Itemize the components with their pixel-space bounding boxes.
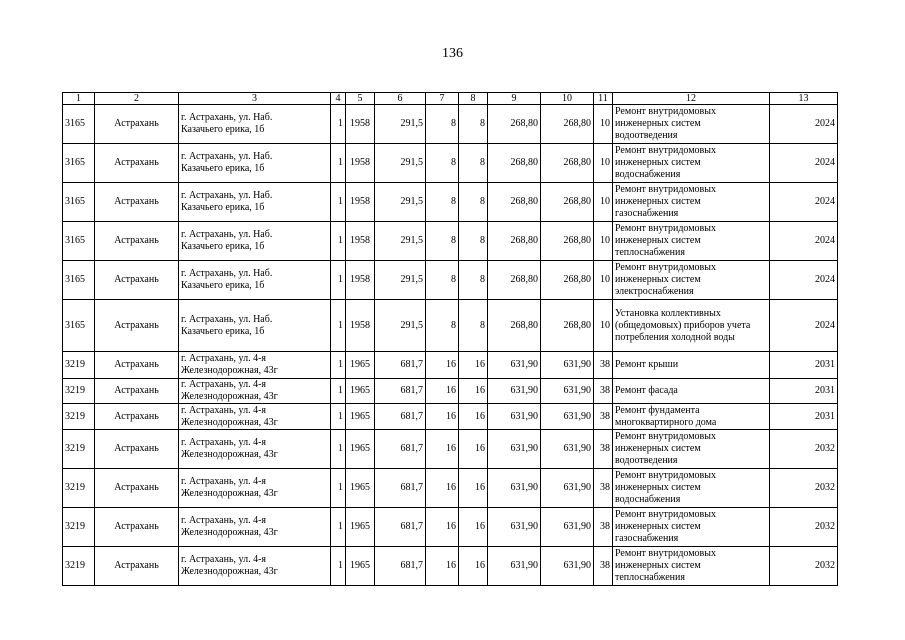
work-type-line: Ремонт фасада: [615, 385, 678, 396]
work-type-line: многоквартирного дома: [615, 416, 717, 428]
column-header: 1: [63, 93, 95, 105]
work-type-line: потребления холодной воды: [615, 331, 735, 343]
work-type-line: Ремонт внутридомовых: [615, 223, 717, 234]
column-9-cell: 631,90: [488, 352, 541, 379]
total-area-cell: 681,7: [375, 547, 426, 586]
column-header: 13: [770, 93, 838, 105]
address-line: г. Астрахань, ул. 4-я: [181, 476, 267, 487]
address-line: Железнодорожная, 43г: [181, 566, 278, 577]
total-area-cell: 681,7: [375, 352, 426, 379]
column-10-cell: 631,90: [541, 404, 594, 430]
column-9-cell: 631,90: [488, 430, 541, 469]
column-8-cell: 16: [459, 469, 488, 508]
address-line: Казачьего ерика, 1б: [181, 202, 265, 213]
table-row: [63, 430, 838, 469]
address-line: Казачьего ерика, 1б: [181, 163, 265, 174]
column-10-cell: 268,80: [541, 222, 594, 261]
year-cell: 1965: [346, 469, 375, 508]
column-4-cell: 1: [331, 430, 346, 469]
work-type-line: инженерных систем: [615, 560, 701, 571]
column-8-cell: 8: [459, 261, 488, 300]
column-4-cell: 1: [331, 144, 346, 183]
table-row: [63, 261, 838, 300]
planned-year-cell: 2024: [770, 300, 838, 352]
work-type-line: Ремонт крыши: [615, 359, 679, 370]
year-cell: 1958: [346, 105, 375, 144]
city-cell: Астрахань: [95, 379, 179, 404]
work-type-cell: [613, 379, 770, 404]
address-line: Железнодорожная, 43г: [181, 527, 278, 538]
address-cell: [179, 352, 331, 379]
work-type-line: электроснабжения: [615, 286, 694, 297]
column-7-cell: 8: [426, 222, 459, 261]
column-4-cell: 1: [331, 404, 346, 430]
column-8-cell: 16: [459, 547, 488, 586]
address-cell: [179, 508, 331, 547]
column-7-cell: 8: [426, 300, 459, 352]
column-9-cell: 268,80: [488, 183, 541, 222]
work-type-line: инженерных систем: [615, 443, 701, 454]
column-header: 8: [459, 93, 488, 105]
column-11-cell: 38: [594, 547, 613, 586]
address-line: Казачьего ерика, 1б: [181, 280, 265, 291]
planned-year-cell: 2024: [770, 183, 838, 222]
planned-year-cell: 2032: [770, 508, 838, 547]
column-11-cell: 38: [594, 430, 613, 469]
table-row: [63, 547, 838, 586]
column-4-cell: 1: [331, 105, 346, 144]
work-type-line: водоснабжения: [615, 169, 681, 180]
city-cell: Астрахань: [95, 547, 179, 586]
column-8-cell: 16: [459, 508, 488, 547]
address-line: г. Астрахань, ул. 4-я: [181, 515, 267, 526]
column-header: 2: [95, 93, 179, 105]
house-id-cell: 3165: [63, 183, 95, 222]
table-row: [63, 300, 838, 352]
column-header: 7: [426, 93, 459, 105]
column-header: 3: [179, 93, 331, 105]
column-7-cell: 8: [426, 183, 459, 222]
column-8-cell: 8: [459, 183, 488, 222]
work-type-line: Ремонт внутридомовых: [615, 509, 717, 520]
year-cell: 1965: [346, 430, 375, 469]
column-8-cell: 16: [459, 404, 488, 430]
year-cell: 1965: [346, 508, 375, 547]
year-cell: 1965: [346, 404, 375, 430]
column-7-cell: 16: [426, 508, 459, 547]
city-cell: Астрахань: [95, 105, 179, 144]
address-line: Железнодорожная, 43г: [181, 365, 278, 376]
column-9-cell: 631,90: [488, 404, 541, 430]
planned-year-cell: 2024: [770, 222, 838, 261]
address-line: Железнодорожная, 43г: [181, 488, 278, 499]
house-id-cell: 3165: [63, 222, 95, 261]
column-10-cell: 631,90: [541, 508, 594, 547]
work-type-line: Ремонт внутридомовых: [615, 548, 717, 559]
column-11-cell: 38: [594, 469, 613, 508]
city-cell: Астрахань: [95, 469, 179, 508]
total-area-cell: 681,7: [375, 469, 426, 508]
column-9-cell: 631,90: [488, 547, 541, 586]
column-8-cell: 8: [459, 144, 488, 183]
total-area-cell: 291,5: [375, 300, 426, 352]
column-4-cell: 1: [331, 379, 346, 404]
address-line: г. Астрахань, ул. Наб.: [181, 229, 273, 240]
address-cell: [179, 547, 331, 586]
house-id-cell: 3165: [63, 261, 95, 300]
work-type-cell: [613, 183, 770, 222]
table-row: [63, 508, 838, 547]
column-8-cell: 16: [459, 379, 488, 404]
work-type-line: теплоснабжения: [615, 247, 685, 258]
house-id-cell: 3219: [63, 379, 95, 404]
column-7-cell: 8: [426, 144, 459, 183]
total-area-cell: 291,5: [375, 261, 426, 300]
column-4-cell: 1: [331, 261, 346, 300]
column-4-cell: 1: [331, 508, 346, 547]
column-header: 12: [613, 93, 770, 105]
house-id-cell: 3165: [63, 144, 95, 183]
city-cell: Астрахань: [95, 508, 179, 547]
column-7-cell: 8: [426, 261, 459, 300]
column-9-cell: 631,90: [488, 508, 541, 547]
work-type-line: инженерных систем: [615, 196, 701, 207]
column-8-cell: 16: [459, 352, 488, 379]
planned-year-cell: 2032: [770, 547, 838, 586]
total-area-cell: 681,7: [375, 404, 426, 430]
work-type-line: Ремонт фундамента: [615, 404, 700, 416]
year-cell: 1958: [346, 300, 375, 352]
column-10-cell: 268,80: [541, 261, 594, 300]
table-row: [63, 379, 838, 404]
planned-year-cell: 2024: [770, 261, 838, 300]
planned-year-cell: 2032: [770, 430, 838, 469]
work-type-line: инженерных систем: [615, 235, 701, 246]
table-row: [63, 404, 838, 430]
work-type-line: Ремонт внутридомовых: [615, 431, 717, 442]
column-8-cell: 8: [459, 300, 488, 352]
address-line: г. Астрахань, ул. 4-я: [181, 404, 267, 416]
work-type-cell: [613, 547, 770, 586]
address-line: г. Астрахань, ул. 4-я: [181, 554, 267, 565]
column-header: 5: [346, 93, 375, 105]
total-area-cell: 681,7: [375, 508, 426, 547]
column-10-cell: 631,90: [541, 547, 594, 586]
work-type-line: водоотведения: [615, 455, 678, 466]
work-type-line: инженерных систем: [615, 118, 701, 129]
house-id-cell: 3165: [63, 300, 95, 352]
work-type-line: Ремонт внутридомовых: [615, 470, 717, 481]
work-type-line: инженерных систем: [615, 274, 701, 285]
address-cell: [179, 261, 331, 300]
house-id-cell: 3165: [63, 105, 95, 144]
address-line: г. Астрахань, ул. Наб.: [181, 190, 273, 201]
address-cell: [179, 430, 331, 469]
column-11-cell: 10: [594, 105, 613, 144]
table-row: [63, 222, 838, 261]
column-4-cell: 1: [331, 352, 346, 379]
column-11-cell: 10: [594, 144, 613, 183]
house-id-cell: 3219: [63, 547, 95, 586]
year-cell: 1965: [346, 379, 375, 404]
total-area-cell: 681,7: [375, 430, 426, 469]
work-type-cell: [613, 300, 770, 352]
column-header: 9: [488, 93, 541, 105]
column-10-cell: 631,90: [541, 469, 594, 508]
column-10-cell: 631,90: [541, 379, 594, 404]
column-11-cell: 38: [594, 508, 613, 547]
column-4-cell: 1: [331, 547, 346, 586]
column-11-cell: 10: [594, 183, 613, 222]
column-9-cell: 268,80: [488, 144, 541, 183]
city-cell: Астрахань: [95, 144, 179, 183]
address-line: Железнодорожная, 43г: [181, 449, 278, 460]
column-10-cell: 631,90: [541, 430, 594, 469]
year-cell: 1965: [346, 352, 375, 379]
work-type-line: Установка коллективных: [615, 307, 721, 319]
city-cell: Астрахань: [95, 404, 179, 430]
column-10-cell: 268,80: [541, 183, 594, 222]
column-8-cell: 8: [459, 105, 488, 144]
address-line: г. Астрахань, ул. Наб.: [181, 112, 273, 123]
work-type-line: газоснабжения: [615, 208, 679, 219]
address-cell: [179, 105, 331, 144]
address-cell: [179, 222, 331, 261]
total-area-cell: 291,5: [375, 183, 426, 222]
work-type-cell: [613, 261, 770, 300]
city-cell: Астрахань: [95, 300, 179, 352]
column-4-cell: 1: [331, 222, 346, 261]
address-line: г. Астрахань, ул. Наб.: [181, 313, 273, 325]
column-7-cell: 16: [426, 379, 459, 404]
year-cell: 1958: [346, 144, 375, 183]
column-11-cell: 10: [594, 261, 613, 300]
work-type-cell: [613, 105, 770, 144]
year-cell: 1965: [346, 547, 375, 586]
column-header: 4: [331, 93, 346, 105]
work-type-line: (общедомовых) приборов учета: [615, 319, 751, 331]
city-cell: Астрахань: [95, 261, 179, 300]
address-line: г. Астрахань, ул. Наб.: [181, 151, 273, 162]
planned-year-cell: 2024: [770, 105, 838, 144]
house-id-cell: 3219: [63, 508, 95, 547]
planned-year-cell: 2024: [770, 144, 838, 183]
address-cell: [179, 300, 331, 352]
planned-year-cell: 2032: [770, 469, 838, 508]
column-7-cell: 16: [426, 469, 459, 508]
page-number: 136: [442, 46, 463, 61]
address-cell: [179, 404, 331, 430]
year-cell: 1958: [346, 261, 375, 300]
column-11-cell: 38: [594, 352, 613, 379]
address-line: Казачьего ерика, 1б: [181, 124, 265, 135]
column-4-cell: 1: [331, 300, 346, 352]
column-header: 10: [541, 93, 594, 105]
work-type-line: теплоснабжения: [615, 572, 685, 583]
planned-year-cell: 2031: [770, 379, 838, 404]
address-line: г. Астрахань, ул. 4-я: [181, 437, 267, 448]
planned-year-cell: 2031: [770, 352, 838, 379]
address-line: г. Астрахань, ул. 4-я: [181, 353, 267, 364]
address-line: г. Астрахань, ул. 4-я: [181, 379, 267, 390]
address-cell: [179, 379, 331, 404]
table-row: [63, 183, 838, 222]
city-cell: Астрахань: [95, 352, 179, 379]
address-cell: [179, 144, 331, 183]
column-7-cell: 8: [426, 105, 459, 144]
work-type-cell: [613, 352, 770, 379]
planned-year-cell: 2031: [770, 404, 838, 430]
work-type-cell: [613, 222, 770, 261]
address-line: Казачьего ерика, 1б: [181, 241, 265, 252]
table-row: [63, 469, 838, 508]
work-type-cell: [613, 508, 770, 547]
column-10-cell: 268,80: [541, 144, 594, 183]
column-10-cell: 268,80: [541, 300, 594, 352]
total-area-cell: 291,5: [375, 105, 426, 144]
address-cell: [179, 183, 331, 222]
table-body: [63, 105, 838, 586]
total-area-cell: 291,5: [375, 222, 426, 261]
column-10-cell: 268,80: [541, 105, 594, 144]
house-id-cell: 3219: [63, 352, 95, 379]
column-11-cell: 10: [594, 300, 613, 352]
work-type-line: Ремонт внутридомовых: [615, 145, 717, 156]
work-type-line: водоснабжения: [615, 494, 681, 505]
column-7-cell: 16: [426, 404, 459, 430]
work-type-cell: [613, 430, 770, 469]
table-row: [63, 352, 838, 379]
year-cell: 1958: [346, 222, 375, 261]
work-type-line: инженерных систем: [615, 521, 701, 532]
house-id-cell: 3219: [63, 404, 95, 430]
column-9-cell: 268,80: [488, 300, 541, 352]
column-7-cell: 16: [426, 430, 459, 469]
column-8-cell: 16: [459, 430, 488, 469]
city-cell: Астрахань: [95, 430, 179, 469]
address-line: Казачьего ерика, 1б: [181, 325, 265, 337]
year-cell: 1958: [346, 183, 375, 222]
table-header-row: [63, 93, 838, 105]
column-7-cell: 16: [426, 547, 459, 586]
work-type-line: Ремонт внутридомовых: [615, 106, 717, 117]
column-11-cell: 10: [594, 222, 613, 261]
table-row: [63, 105, 838, 144]
column-9-cell: 268,80: [488, 261, 541, 300]
city-cell: Астрахань: [95, 222, 179, 261]
work-type-cell: [613, 144, 770, 183]
column-9-cell: 631,90: [488, 469, 541, 508]
work-type-line: инженерных систем: [615, 482, 701, 493]
column-9-cell: 268,80: [488, 222, 541, 261]
column-header: 11: [594, 93, 613, 105]
column-4-cell: 1: [331, 183, 346, 222]
house-id-cell: 3219: [63, 430, 95, 469]
column-11-cell: 38: [594, 379, 613, 404]
work-type-line: инженерных систем: [615, 157, 701, 168]
address-line: Железнодорожная, 43г: [181, 416, 278, 428]
work-type-cell: [613, 404, 770, 430]
address-line: Железнодорожная, 43г: [181, 391, 278, 402]
address-line: г. Астрахань, ул. Наб.: [181, 268, 273, 279]
work-type-line: Ремонт внутридомовых: [615, 184, 717, 195]
work-type-cell: [613, 469, 770, 508]
column-11-cell: 38: [594, 404, 613, 430]
work-type-line: водоотведения: [615, 130, 678, 141]
column-9-cell: 268,80: [488, 105, 541, 144]
house-id-cell: 3219: [63, 469, 95, 508]
address-cell: [179, 469, 331, 508]
column-8-cell: 8: [459, 222, 488, 261]
column-9-cell: 631,90: [488, 379, 541, 404]
column-4-cell: 1: [331, 469, 346, 508]
column-10-cell: 631,90: [541, 352, 594, 379]
work-type-line: газоснабжения: [615, 533, 679, 544]
column-header: 6: [375, 93, 426, 105]
table-row: [63, 144, 838, 183]
repair-plan-table: [62, 92, 838, 586]
column-7-cell: 16: [426, 352, 459, 379]
total-area-cell: 291,5: [375, 144, 426, 183]
city-cell: Астрахань: [95, 183, 179, 222]
work-type-line: Ремонт внутридомовых: [615, 262, 717, 273]
total-area-cell: 681,7: [375, 379, 426, 404]
